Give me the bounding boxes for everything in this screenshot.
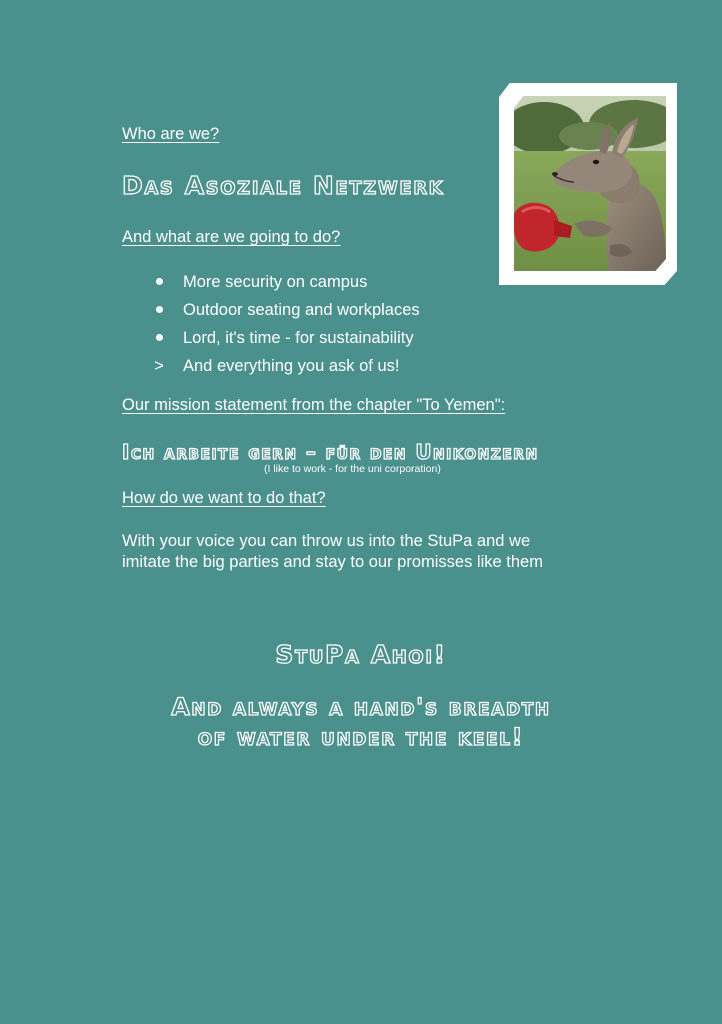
bullet-dot-icon [150,324,168,352]
plans-question-text: And what are we going to do? [122,228,341,246]
list-item [150,352,420,380]
who-question [122,125,219,144]
closing-slogan: StuPa Ahoi! [275,640,447,669]
list-item [150,324,420,352]
party-title: Das Asoziale Netzwerk [122,171,445,200]
list-item-text: Outdoor seating and workplaces [183,301,420,319]
plans-question [122,228,340,247]
who-question-text: Who are we? [122,125,220,143]
bullet-dot-icon [150,268,168,296]
bullet-arrow-icon: > [154,357,164,375]
method-question [122,489,326,508]
closing-wish-line-2: of water under the keel! [197,723,525,751]
method-body [122,531,543,573]
kangaroo-boxing-photo-icon [514,96,666,271]
mission-label [122,396,505,415]
mission-motto: Ich arbeite gern – für den Unikonzern [122,440,539,464]
list-item-text: And everything you ask of us! [183,357,400,375]
list-item [150,268,420,296]
closing-wish [0,692,722,752]
method-body-line-1: With your voice you can throw us into the StuPa and we [122,532,531,550]
mission-label-text: Our mission statement from the chapter "To Yemen": [122,396,506,414]
method-body-line-2: imitate the big parties and stay to our promisses like them [122,553,543,571]
mission-translation: (I like to work - for the uni corporation) [264,463,441,475]
list-item-text: Lord, it's time - for sustainability [183,329,414,347]
list-item [150,296,420,324]
method-question-text: How do we want to do that? [122,489,326,507]
closing-wish-line-1: And always a hand's breadth [171,693,551,721]
bullet-dot-icon [150,296,168,324]
list-item-text: More security on campus [183,273,368,291]
plans-list [150,268,420,380]
